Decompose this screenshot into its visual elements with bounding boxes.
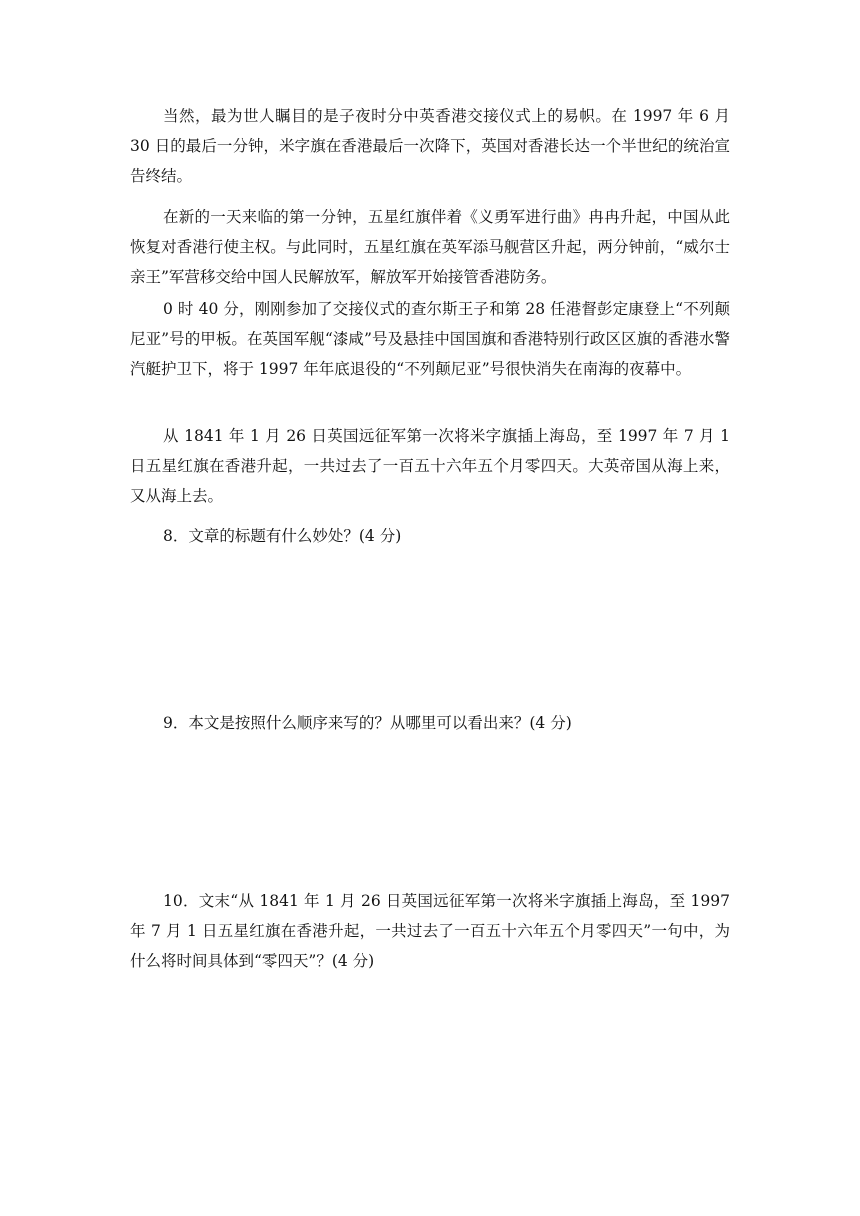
passage-paragraph-2: 在新的一天来临的第一分钟，五星红旗伴着《义勇军进行曲》冉冉升起，中国从此恢复对香港行使主权。与此同时，五星红旗在英军添马舰营区升起，两分钟前，“威尔士亲王”军营移交给中国人民解放军，解放军开始接管香港防务。 <box>130 208 730 286</box>
passage-paragraph-3: 0 时 40 分，刚刚参加了交接仪式的查尔斯王子和第 28 任港督彭定康登上“不列颠尼亚”号的甲板。在英国军舰“漆咸”号及悬挂中国国旗和香港特别行政区区旗的香港水警汽艇护卫下，将于 1997 年年底退役的“不列颠尼亚”号很快消失在南海的夜幕中。 <box>130 300 730 378</box>
passage-paragraph-4: 从 1841 年 1 月 26 日英国远征军第一次将米字旗插上海岛，至 1997 年 7 月 1 日五星红旗在香港升起，一共过去了一百五十六年五个月零四天。大英帝国从海上来，又从海上去。 <box>130 427 730 505</box>
answer-space-10 <box>130 976 730 1176</box>
question-8: 8．文章的标题有什么妙处？(4 分) <box>163 527 402 545</box>
question-9: 9．本文是按照什么顺序来写的？从哪里可以看出来？(4 分) <box>163 714 572 732</box>
question-10: 10．文末“从 1841 年 1 月 26 日英国远征军第一次将米字旗插上海岛，至 1997 年 7 月 1 日五星红旗在香港升起，一共过去了一百五十六年五个月零四天”一句中，为什么将时间具体到“零四天”？(4 分) <box>130 892 730 970</box>
answer-space-9 <box>130 743 730 873</box>
passage-paragraph-1: 当然，最为世人瞩目的是子夜时分中英香港交接仪式上的易帜。在 1997 年 6 月 30 日的最后一分钟，米字旗在香港最后一次降下，英国对香港长达一个半世纪的统治宣告终结。 <box>130 107 730 185</box>
answer-space-8 <box>130 556 730 696</box>
